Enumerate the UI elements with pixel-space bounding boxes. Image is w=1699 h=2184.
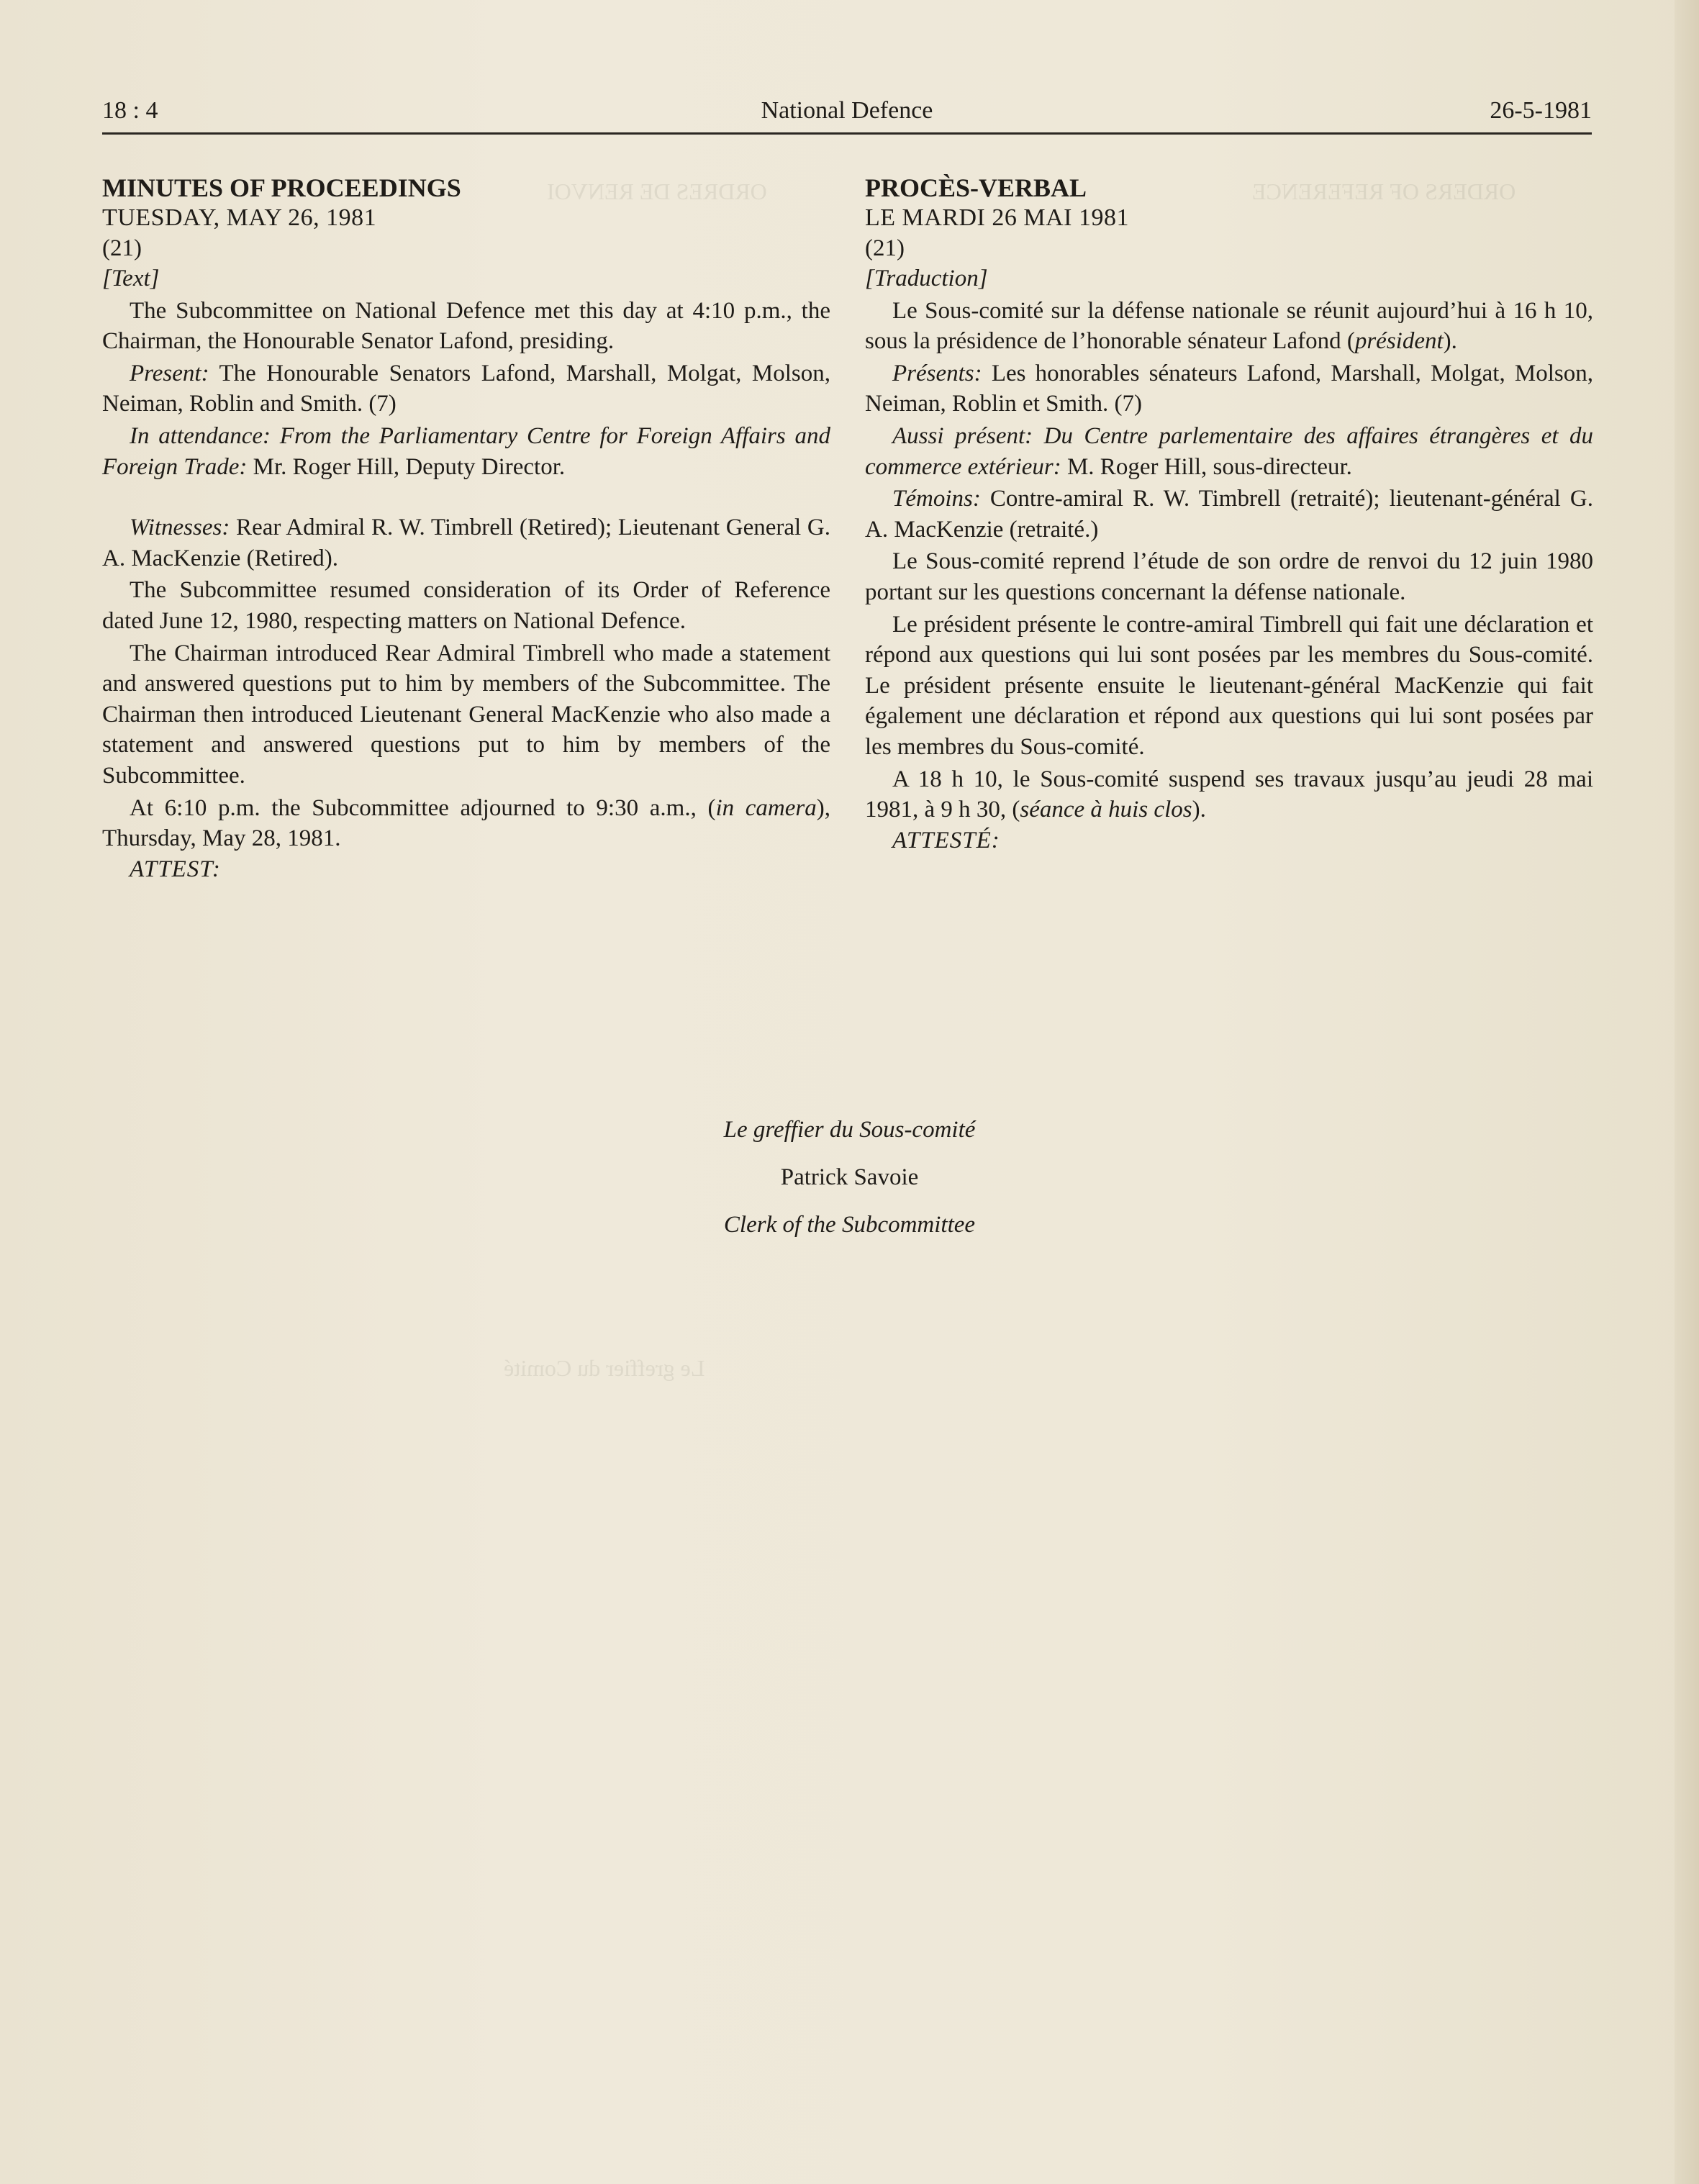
english-attendance-paragraph [102,421,830,482]
french-witnesses-text: Contre-amiral R. W. Timbrell (retraité); lieutenant-général G. A. MacKenzie (retraité.) [865,486,1593,543]
french-sitting-number: (21) [865,235,905,261]
english-witnesses-paragraph [102,512,830,574]
french-present-label: Présents: [892,360,982,386]
french-adjourned-text-b: ). [1192,797,1206,823]
french-date-line: LE MARDI 26 MAI 1981 [865,204,1129,231]
french-attendance-paragraph [865,421,1593,482]
english-adjourned-paragraph [102,793,830,854]
english-attendance-text: Mr. Roger Hill, Deputy Director. [247,453,566,480]
french-opening-text-a: Le Sous-comité sur la défense nationale se réunit aujourd’hui à 16 h 10, sous la présidence de l’honorable sénateur Lafond ( [865,297,1593,355]
clerk-title-english: Clerk of the Subcommittee [723,1212,976,1238]
english-adjourned-italic: in camera [715,794,817,821]
english-present-text: The Honourable Senators Lafond, Marshall, Molgat, Molson, Neiman, Roblin and Smith. (7) [102,360,830,417]
english-date-line: TUESDAY, MAY 26, 1981 [102,204,377,231]
french-resumed-paragraph: Le Sous-comité reprend l’étude de son ordre de renvoi du 12 juin 1980 portant sur les questions concernant la défense nationale. [865,548,1593,605]
english-attest: ATTEST: [130,856,221,882]
french-adjourned-italic: séance à huis clos [1020,797,1192,823]
french-column [865,173,1593,856]
english-adjourned-text-b: ), Thursday, May 28, 1981. [102,794,831,852]
english-present-label: Present: [130,360,209,386]
french-introduced-paragraph: Le président présente le contre-amiral Timbrell qui fait une déclaration et répond aux questions qui lui sont posées par les membres du Sous-comité. Le président présente ensuite le lieutenant-général MacKenzie qui fait également une déclaration et répond aux questions qui lui sont posées par les membres du Sous-comité. [865,611,1593,760]
french-present-text: Les honorables sénateurs Lafond, Marshall, Molgat, Molson, Neiman, Roblin et Smith. (7) [865,360,1593,417]
english-witnesses-label: Witnesses: [130,515,230,541]
english-sitting-number: (21) [102,235,142,261]
french-translation-marker: [Traduction] [865,266,988,291]
french-attendance-text: M. Roger Hill, sous-directeur. [1061,453,1352,480]
clerk-title-french: Le greffier du Sous-comité [723,1117,976,1143]
french-adjourned-text-a: A 18 h 10, le Sous-comité suspend ses travaux jusqu’au jeudi 28 mai 1981, à 9 h 30, ( [865,766,1593,823]
english-witnesses-text: Rear Admiral R. W. Timbrell (Retired); Lieutenant General G. A. MacKenzie (Retired). [102,515,830,571]
english-opening-paragraph: The Subcommittee on National Defence met this day at 4:10 p.m., the Chairman, the Honourable Senator Lafond, presiding. [102,297,830,355]
english-adjourned-text-a: At 6:10 p.m. the Subcommittee adjourned to 9:30 a.m., ( [130,794,716,821]
running-head-title: National Defence [761,97,933,124]
page-folio: 18 : 4 [102,97,158,124]
english-introduced-paragraph: The Chairman introduced Rear Admiral Timbrell who made a statement and answered questions put to him by members of the Subcommittee. The Chairman then introduced Lieutenant General MacKenzie who also made a statement and answered questions put to him by members of the Subcommittee. [102,640,830,789]
french-adjourned-paragraph [865,764,1593,825]
french-opening-text-b: ). [1443,328,1457,355]
french-witnesses-label: Témoins: [892,486,981,512]
french-opening-italic: président [1354,328,1444,355]
french-attest: ATTESTÉ: [892,827,1000,853]
english-attendance-label: In attendance: From the Parliamentary Centre for Foreign Affairs and Foreign Trade: [102,422,830,480]
french-witnesses-paragraph [865,484,1593,545]
running-head-date: 26-5-1981 [1490,97,1592,124]
french-attendance-label: Aussi présent: Du Centre parlementaire des affaires étrangères et du commerce extérieur: [865,422,1593,480]
english-heading: MINUTES OF PROCEEDINGS [102,173,461,202]
running-head [102,97,1592,130]
signature-block [0,1106,1699,1249]
french-present-paragraph [865,358,1593,420]
french-heading: PROCÈS-VERBAL [865,173,1087,202]
english-column [102,173,830,884]
page-edge [1675,0,1699,2184]
header-rule [102,132,1592,135]
clerk-name: Patrick Savoie [780,1164,919,1190]
english-resumed-paragraph: The Subcommittee resumed consideration of its Order of Reference dated June 12, 1980, respecting matters on National Defence. [102,577,830,634]
english-text-marker: [Text] [102,266,160,291]
french-opening-paragraph [865,296,1593,357]
english-present-paragraph [102,358,830,420]
